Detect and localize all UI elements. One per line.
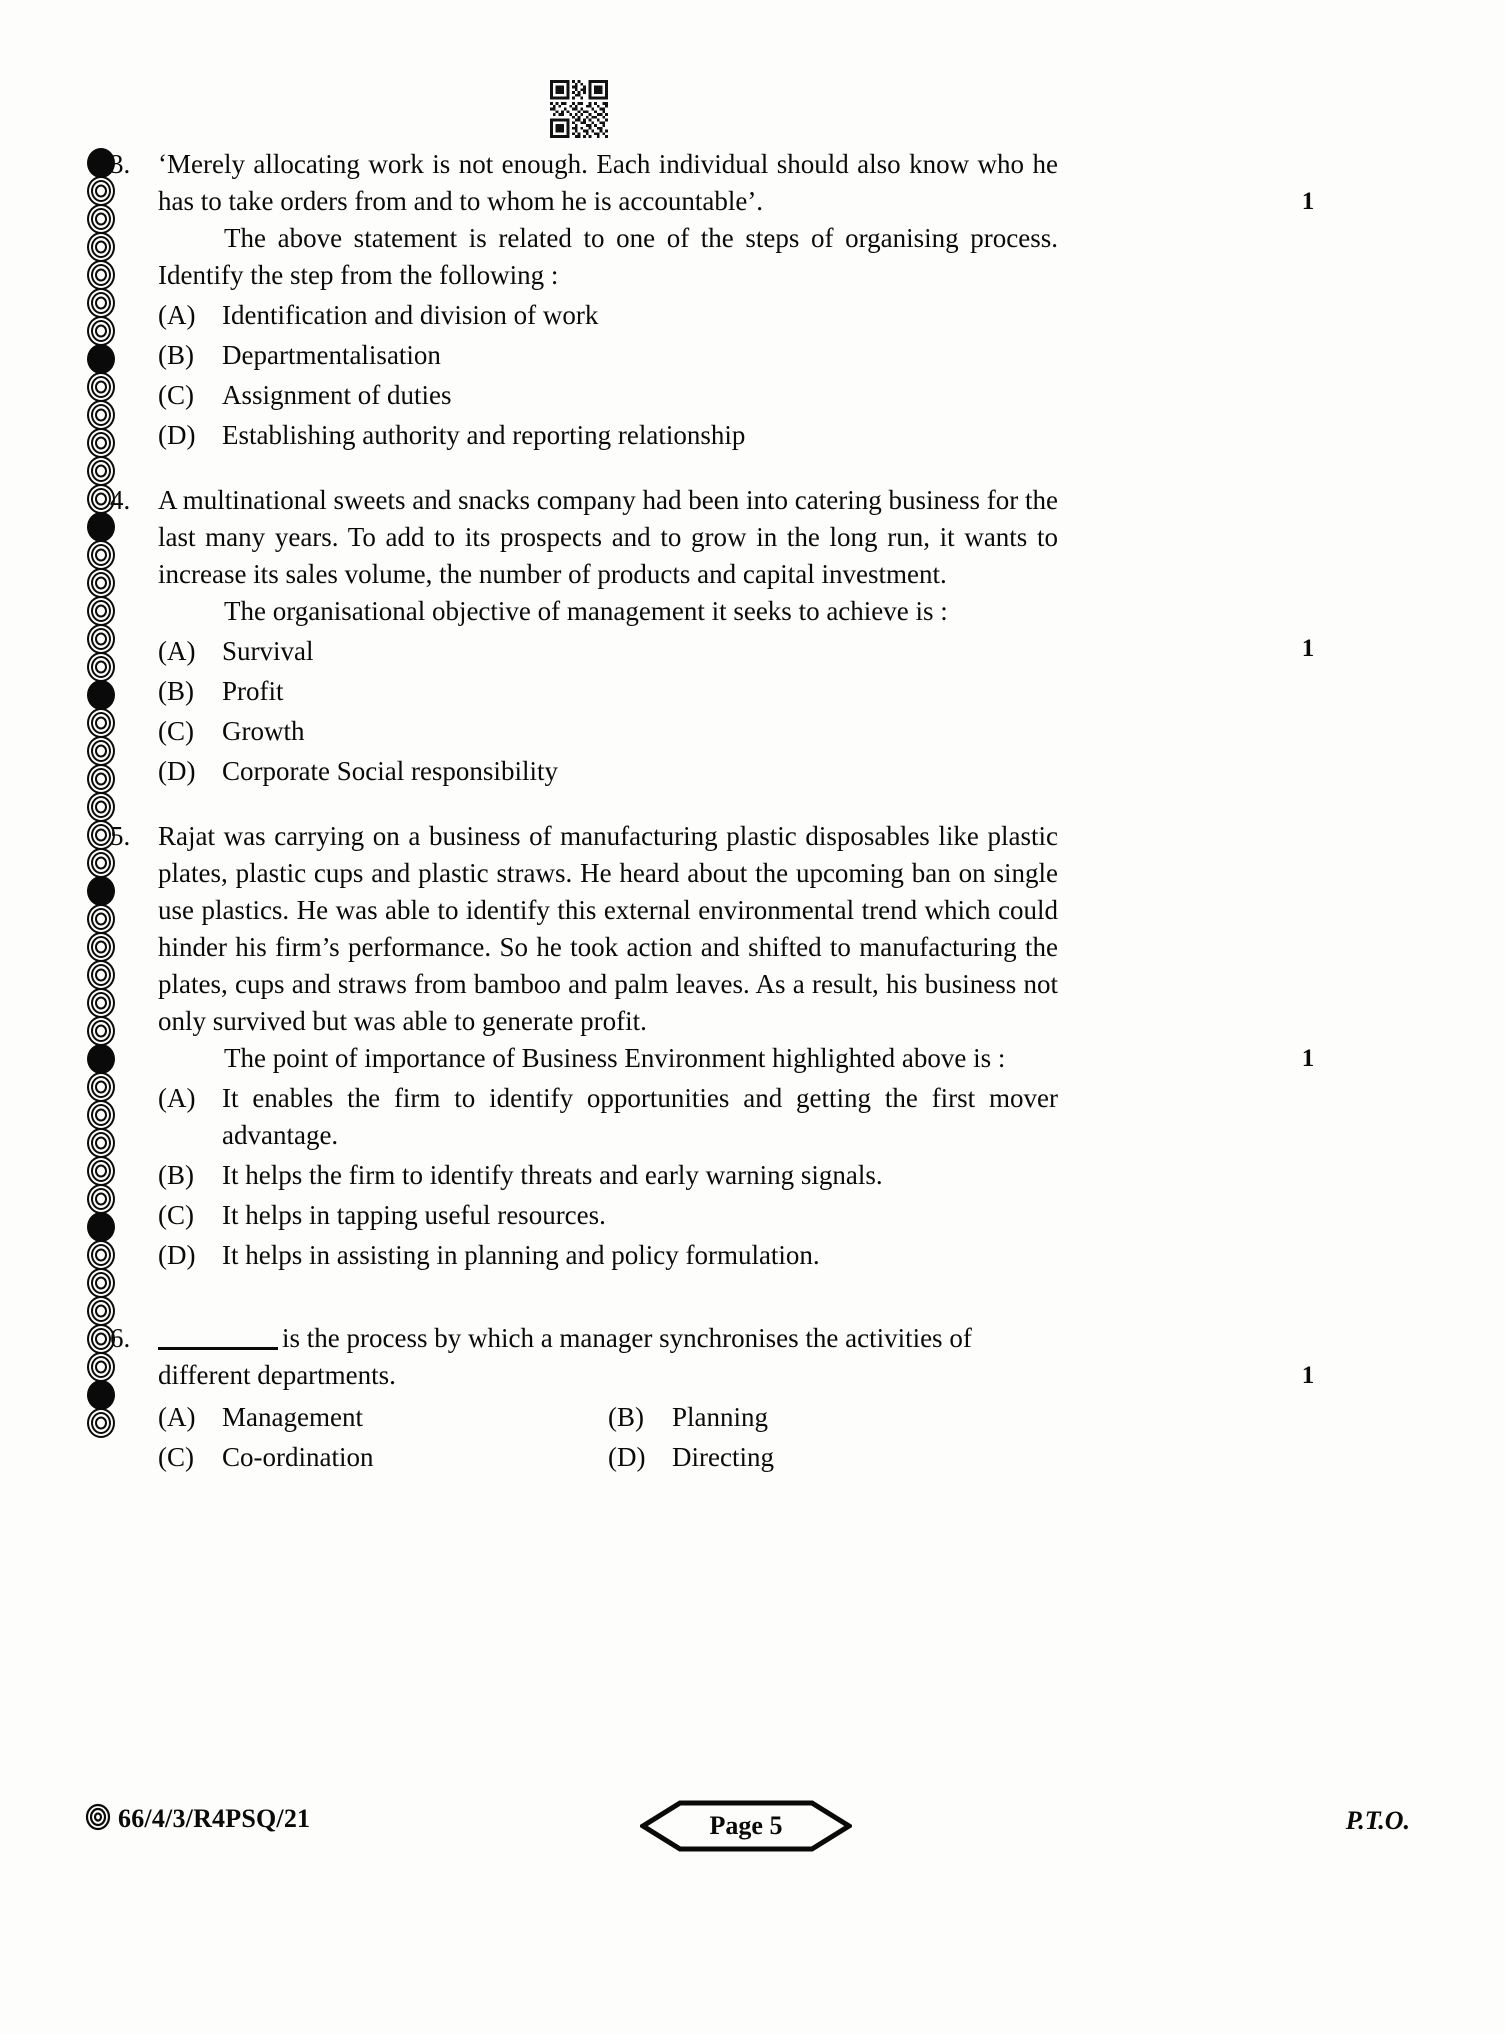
option-list bbox=[158, 1080, 1058, 1274]
question-4 bbox=[100, 482, 1400, 790]
option-text: Growth bbox=[222, 716, 305, 746]
option-label: (A) bbox=[158, 636, 196, 666]
option-text: Assignment of duties bbox=[222, 380, 452, 410]
option-a[interactable] bbox=[158, 1080, 1058, 1154]
question-body bbox=[158, 1320, 1058, 1476]
option-text: It helps in assisting in planning and policy formulation. bbox=[222, 1240, 820, 1270]
option-text: Profit bbox=[222, 676, 284, 706]
question-body bbox=[158, 818, 1058, 1274]
option-c[interactable] bbox=[158, 1439, 608, 1476]
option-label: (C) bbox=[158, 380, 194, 410]
option-d[interactable] bbox=[158, 753, 1058, 790]
question-number: 5. bbox=[110, 821, 131, 851]
question-body bbox=[158, 482, 1058, 790]
option-label: (D) bbox=[158, 756, 196, 786]
option-list bbox=[158, 633, 1058, 790]
option-label: (B) bbox=[158, 1160, 194, 1190]
qr-code-svg bbox=[548, 80, 610, 138]
option-a[interactable] bbox=[158, 1399, 608, 1436]
qr-code bbox=[548, 80, 610, 138]
option-text: It helps in tapping useful resources. bbox=[222, 1200, 606, 1230]
option-label: (B) bbox=[158, 676, 194, 706]
option-label: (D) bbox=[158, 1240, 196, 1270]
option-text: It helps the firm to identify threats and early warning signals. bbox=[222, 1160, 883, 1190]
option-a[interactable] bbox=[158, 633, 1058, 670]
option-d[interactable] bbox=[158, 1237, 1058, 1274]
question-number: 3. bbox=[110, 149, 131, 179]
option-label: (C) bbox=[158, 1442, 194, 1472]
question-number: 6. bbox=[110, 1323, 131, 1353]
option-text: Survival bbox=[222, 636, 314, 666]
question-number: 4. bbox=[110, 485, 131, 515]
paper-code: 66/4/3/R4PSQ/21 bbox=[118, 1804, 311, 1833]
option-b[interactable] bbox=[158, 1157, 1058, 1194]
concentric-seal-svg bbox=[84, 1802, 112, 1832]
option-text: Departmentalisation bbox=[222, 340, 441, 370]
question-prompt: The above statement is related to one of the steps of organising process. Identify the step from the following : bbox=[158, 223, 1058, 290]
option-label: (C) bbox=[158, 716, 194, 746]
question-5 bbox=[100, 818, 1400, 1274]
option-label: (A) bbox=[158, 1083, 196, 1113]
option-text: It enables the firm to identify opportunities and getting the first mover advantage. bbox=[222, 1083, 1058, 1150]
spacer bbox=[100, 790, 1400, 818]
option-label: (A) bbox=[158, 300, 196, 330]
option-label: (D) bbox=[608, 1442, 646, 1472]
option-text: Directing bbox=[672, 1442, 774, 1472]
option-c[interactable] bbox=[158, 713, 1058, 750]
option-text: Co-ordination bbox=[222, 1442, 374, 1472]
question-stem: Rajat was carrying on a business of manufacturing plastic disposables like plastic plates, plastic cups and plastic straws. He heard about the upcoming ban on single use plastics. He was able to identify this external environmental trend which could hinder his firm’s performance. So he took action and shifted to manufacturing the plates, cups and straws from bamboo and palm leaves. As a result, his business not only survived but was able to generate profit. bbox=[158, 821, 1058, 1036]
option-c[interactable] bbox=[158, 377, 1058, 414]
option-b[interactable] bbox=[158, 337, 1058, 374]
option-list bbox=[158, 1396, 1058, 1476]
option-label: (A) bbox=[158, 1402, 196, 1432]
question-stem bbox=[158, 1320, 1058, 1394]
option-label: (C) bbox=[158, 1200, 194, 1230]
option-text: Corporate Social responsibility bbox=[222, 756, 558, 786]
option-text: Establishing authority and reporting relationship bbox=[222, 420, 746, 450]
question-marks: 1 bbox=[1301, 635, 1315, 662]
question-3 bbox=[100, 146, 1400, 454]
question-marks: 1 bbox=[1301, 188, 1315, 215]
option-c[interactable] bbox=[158, 1197, 1058, 1234]
page-footer bbox=[100, 1800, 1410, 1860]
page-number-label: Page 5 bbox=[709, 1811, 783, 1840]
spacer bbox=[100, 1274, 1400, 1320]
spacer bbox=[100, 454, 1400, 482]
question-marks: 1 bbox=[1301, 1045, 1315, 1072]
option-label: (D) bbox=[158, 420, 196, 450]
question-marks: 1 bbox=[1301, 1362, 1315, 1389]
turn-over-note: P.T.O. bbox=[1345, 1806, 1410, 1835]
option-d[interactable] bbox=[158, 417, 1058, 454]
question-prompt: The organisational objective of management it seeks to achieve is : bbox=[224, 596, 948, 626]
option-d[interactable] bbox=[608, 1439, 1058, 1476]
fill-in-blank[interactable] bbox=[158, 1325, 278, 1350]
option-label: (B) bbox=[158, 340, 194, 370]
option-label: (B) bbox=[608, 1402, 644, 1432]
question-list bbox=[100, 146, 1400, 1476]
question-stem-text: is the process by which a manager synchronises the activities of different departments. bbox=[158, 1323, 972, 1390]
page-number-badge bbox=[640, 1800, 852, 1852]
question-6 bbox=[100, 1320, 1400, 1476]
question-body bbox=[158, 146, 1058, 454]
option-text: Management bbox=[222, 1402, 363, 1432]
question-stem: A multinational sweets and snacks company had been into catering business for the last many years. To add to its prospects and to grow in the long run, it wants to increase its sales volume, the number of products and capital investment. bbox=[158, 485, 1058, 589]
option-a[interactable] bbox=[158, 297, 1058, 334]
option-list bbox=[158, 297, 1058, 454]
option-b[interactable] bbox=[608, 1399, 1058, 1436]
question-prompt: The point of importance of Business Environment highlighted above is : bbox=[224, 1043, 1006, 1073]
option-b[interactable] bbox=[158, 673, 1058, 710]
option-text: Planning bbox=[672, 1402, 769, 1432]
option-text: Identification and division of work bbox=[222, 300, 599, 330]
question-stem: ‘Merely allocating work is not enough. Each individual should also know who he has to take orders from and to whom he is accountable’. bbox=[158, 149, 1058, 216]
concentric-seal-icon bbox=[84, 1802, 112, 1832]
